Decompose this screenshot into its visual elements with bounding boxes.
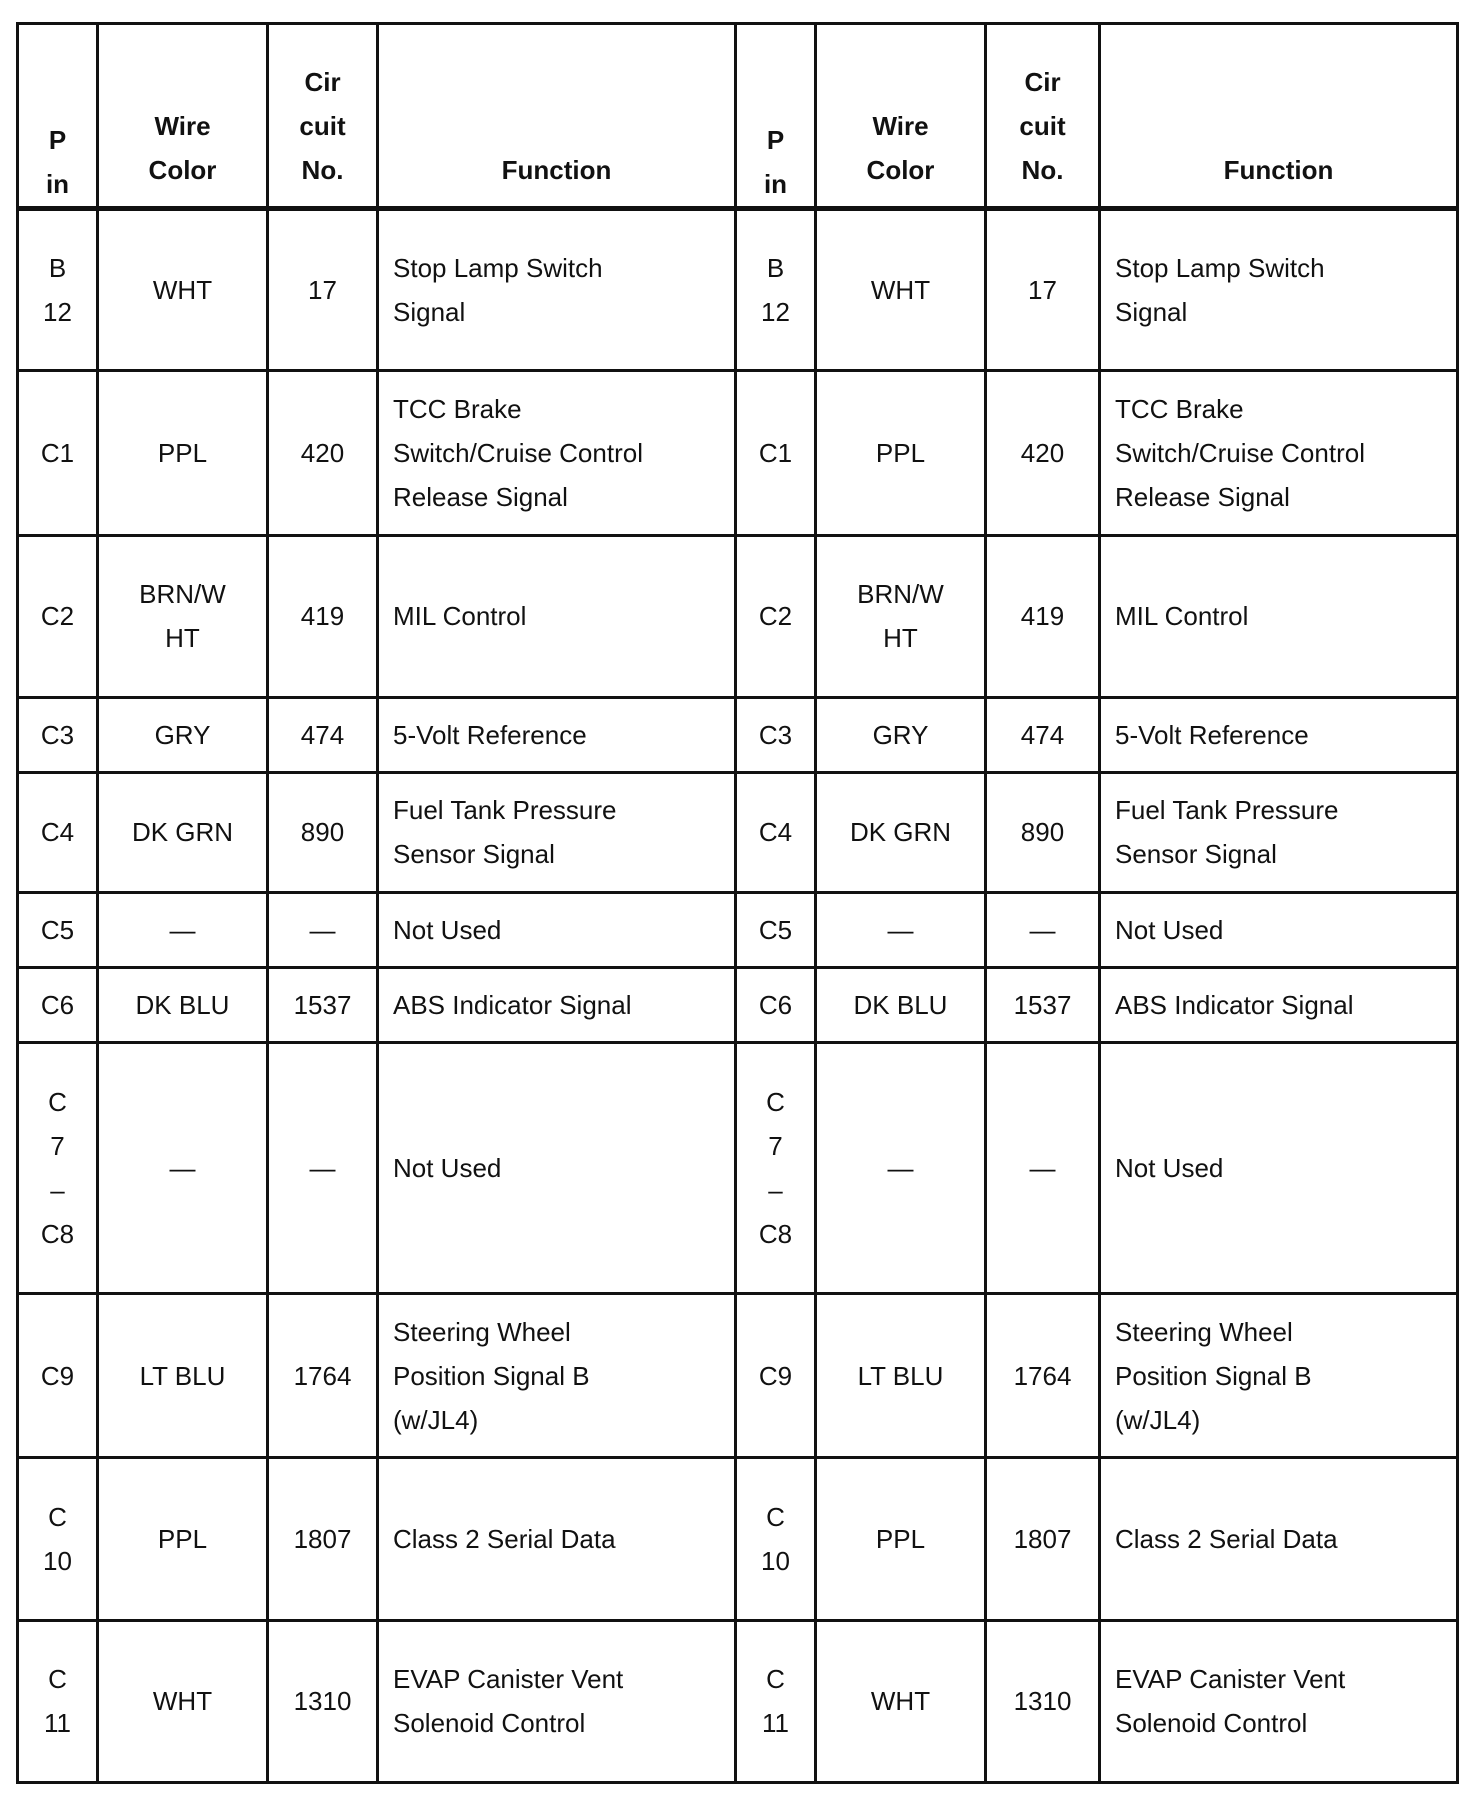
table-row xyxy=(18,1294,1458,1458)
cell-function-2 xyxy=(1100,1620,1458,1782)
cell-text: 1764 xyxy=(1013,1360,1072,1391)
table-row xyxy=(18,1458,1458,1620)
cell-function-2 xyxy=(1100,772,1458,892)
cell-text: C2 xyxy=(758,601,793,632)
cell-wire-color xyxy=(98,1620,268,1782)
cell-function xyxy=(378,1458,736,1620)
cell-wire-color-2 xyxy=(816,371,986,535)
cell-function-2 xyxy=(1100,535,1458,697)
cell-text: C9 xyxy=(758,1360,793,1391)
cell-pin xyxy=(18,371,98,535)
cell-circuit-no-2 xyxy=(986,1294,1100,1458)
cell-pin-2 xyxy=(736,1458,816,1620)
cell-text: — xyxy=(887,914,914,945)
cell-function xyxy=(378,371,736,535)
cell-text: 1310 xyxy=(1013,1686,1072,1717)
cell-text: MIL Control xyxy=(1115,601,1249,632)
table-row xyxy=(18,967,1458,1042)
header-wire-color: Wire Color xyxy=(98,24,268,209)
cell-circuit-no xyxy=(268,535,378,697)
cell-circuit-no-2 xyxy=(986,209,1100,371)
cell-circuit-no xyxy=(268,371,378,535)
cell-text: WHT xyxy=(870,1686,931,1717)
cell-function xyxy=(378,535,736,697)
cell-text: C1 xyxy=(758,437,793,468)
cell-text: PPL xyxy=(157,1524,208,1555)
cell-text: 890 xyxy=(300,817,345,848)
cell-circuit-no-2 xyxy=(986,1042,1100,1294)
cell-function xyxy=(378,1620,736,1782)
cell-text: 419 xyxy=(1020,601,1065,632)
cell-wire-color xyxy=(98,967,268,1042)
cell-text: MIL Control xyxy=(393,601,527,632)
table-row xyxy=(18,209,1458,371)
cell-wire-color-2 xyxy=(816,697,986,772)
cell-circuit-no-2 xyxy=(986,772,1100,892)
cell-pin-2 xyxy=(736,892,816,967)
cell-circuit-no xyxy=(268,892,378,967)
cell-text: TCC Brake Switch/Cruise Control Release Signal xyxy=(1115,393,1365,512)
table-row xyxy=(18,1042,1458,1294)
cell-circuit-no xyxy=(268,1458,378,1620)
cell-text: EVAP Canister Vent Solenoid Control xyxy=(393,1664,624,1739)
table-row xyxy=(18,1620,1458,1782)
table-row xyxy=(18,892,1458,967)
cell-pin-2 xyxy=(736,772,816,892)
cell-text: 17 xyxy=(1028,275,1057,306)
cell-wire-color-2 xyxy=(816,1458,986,1620)
cell-wire-color xyxy=(98,697,268,772)
cell-wire-color xyxy=(98,209,268,371)
cell-text: C2 xyxy=(40,601,75,632)
cell-circuit-no-2 xyxy=(986,371,1100,535)
cell-text: 420 xyxy=(1020,437,1065,468)
cell-text: 890 xyxy=(1020,817,1065,848)
cell-text: 1764 xyxy=(293,1360,352,1391)
cell-text: DK GRN xyxy=(131,817,234,848)
cell-text: C 11 xyxy=(44,1664,71,1739)
cell-wire-color-2 xyxy=(816,1294,986,1458)
cell-text: 5-Volt Reference xyxy=(1115,719,1309,750)
cell-circuit-no-2 xyxy=(986,697,1100,772)
cell-text: 5-Volt Reference xyxy=(393,719,587,750)
cell-pin xyxy=(18,1042,98,1294)
cell-wire-color-2 xyxy=(816,1042,986,1294)
cell-function-2 xyxy=(1100,371,1458,535)
cell-text: Steering Wheel Position Signal B (w/JL4) xyxy=(393,1316,590,1435)
cell-wire-color xyxy=(98,772,268,892)
header-function: Function xyxy=(378,24,736,209)
cell-text: Class 2 Serial Data xyxy=(393,1524,616,1555)
cell-circuit-no xyxy=(268,209,378,371)
cell-text: C5 xyxy=(758,914,793,945)
cell-circuit-no-2 xyxy=(986,892,1100,967)
cell-text: DK BLU xyxy=(135,989,230,1020)
cell-text: BRN/W HT xyxy=(857,579,944,654)
cell-text: C4 xyxy=(40,817,75,848)
cell-text: Fuel Tank Pressure Sensor Signal xyxy=(1115,795,1339,870)
cell-function-2 xyxy=(1100,967,1458,1042)
header-circuit-no: Cir cuit No. xyxy=(268,24,378,209)
cell-circuit-no-2 xyxy=(986,535,1100,697)
cell-wire-color xyxy=(98,371,268,535)
cell-text: — xyxy=(169,1152,196,1183)
cell-text: Fuel Tank Pressure Sensor Signal xyxy=(393,795,617,870)
cell-function xyxy=(378,892,736,967)
cell-function-2 xyxy=(1100,209,1458,371)
cell-text: 474 xyxy=(300,719,345,750)
table-row xyxy=(18,371,1458,535)
cell-pin xyxy=(18,1458,98,1620)
cell-text: C 10 xyxy=(761,1502,790,1577)
cell-pin xyxy=(18,209,98,371)
cell-pin xyxy=(18,892,98,967)
cell-function-2 xyxy=(1100,1042,1458,1294)
cell-text: Not Used xyxy=(393,1152,502,1183)
cell-pin-2 xyxy=(736,1042,816,1294)
cell-text: WHT xyxy=(870,275,931,306)
cell-text: C3 xyxy=(40,719,75,750)
cell-text: C6 xyxy=(40,989,75,1020)
cell-text: LT BLU xyxy=(139,1360,226,1391)
cell-text: Not Used xyxy=(1115,1152,1224,1183)
cell-text: B 12 xyxy=(43,253,72,328)
cell-function-2 xyxy=(1100,1458,1458,1620)
cell-text: Not Used xyxy=(393,914,502,945)
cell-circuit-no xyxy=(268,1620,378,1782)
cell-pin xyxy=(18,535,98,697)
cell-wire-color-2 xyxy=(816,209,986,371)
cell-pin-2 xyxy=(736,967,816,1042)
header-pin-2: P in xyxy=(736,24,816,209)
cell-text: — xyxy=(1029,1152,1056,1183)
cell-text: Stop Lamp Switch Signal xyxy=(1115,253,1325,328)
cell-pin-2 xyxy=(736,697,816,772)
table-body xyxy=(18,209,1458,1783)
cell-text: C3 xyxy=(758,719,793,750)
cell-text: C 11 xyxy=(762,1664,789,1739)
cell-text: EVAP Canister Vent Solenoid Control xyxy=(1115,1664,1346,1739)
cell-circuit-no xyxy=(268,697,378,772)
cell-text: TCC Brake Switch/Cruise Control Release Signal xyxy=(393,393,643,512)
cell-pin-2 xyxy=(736,1294,816,1458)
cell-text: ABS Indicator Signal xyxy=(1115,989,1354,1020)
cell-wire-color-2 xyxy=(816,967,986,1042)
cell-text: 1807 xyxy=(293,1524,352,1555)
cell-wire-color xyxy=(98,1042,268,1294)
cell-text: C 7 – C8 xyxy=(758,1086,793,1249)
cell-function-2 xyxy=(1100,697,1458,772)
cell-function xyxy=(378,772,736,892)
cell-text: BRN/W HT xyxy=(139,579,226,654)
cell-text: Steering Wheel Position Signal B (w/JL4) xyxy=(1115,1316,1312,1435)
cell-text: 1537 xyxy=(1013,989,1072,1020)
cell-pin xyxy=(18,1294,98,1458)
cell-text: DK BLU xyxy=(853,989,948,1020)
cell-wire-color xyxy=(98,892,268,967)
cell-function xyxy=(378,1294,736,1458)
cell-text: — xyxy=(1029,914,1056,945)
cell-pin xyxy=(18,967,98,1042)
cell-circuit-no xyxy=(268,1042,378,1294)
cell-function-2 xyxy=(1100,892,1458,967)
cell-text: 1310 xyxy=(293,1686,352,1717)
cell-text: C 7 – C8 xyxy=(40,1086,75,1249)
cell-pin xyxy=(18,697,98,772)
cell-text: Class 2 Serial Data xyxy=(1115,1524,1338,1555)
cell-text: C1 xyxy=(40,437,75,468)
cell-circuit-no xyxy=(268,967,378,1042)
header-pin: P in xyxy=(18,24,98,209)
cell-pin xyxy=(18,1620,98,1782)
cell-circuit-no xyxy=(268,772,378,892)
cell-text: C 10 xyxy=(43,1502,72,1577)
cell-text: GRY xyxy=(872,719,929,750)
cell-text: GRY xyxy=(154,719,211,750)
cell-text: — xyxy=(169,914,196,945)
cell-text: WHT xyxy=(152,1686,213,1717)
cell-text: C5 xyxy=(40,914,75,945)
header-wire-color-2: Wire Color xyxy=(816,24,986,209)
cell-wire-color-2 xyxy=(816,772,986,892)
cell-circuit-no-2 xyxy=(986,967,1100,1042)
cell-text: WHT xyxy=(152,275,213,306)
header-row xyxy=(18,24,1458,209)
cell-wire-color xyxy=(98,535,268,697)
cell-text: 419 xyxy=(300,601,345,632)
header-function-2: Function xyxy=(1100,24,1458,209)
cell-text: C4 xyxy=(758,817,793,848)
cell-text: C6 xyxy=(758,989,793,1020)
cell-wire-color-2 xyxy=(816,892,986,967)
cell-circuit-no xyxy=(268,1294,378,1458)
cell-text: 474 xyxy=(1020,719,1065,750)
cell-text: — xyxy=(309,1152,336,1183)
cell-text: DK GRN xyxy=(849,817,952,848)
cell-text: Not Used xyxy=(1115,914,1224,945)
cell-circuit-no-2 xyxy=(986,1458,1100,1620)
cell-wire-color xyxy=(98,1294,268,1458)
cell-pin xyxy=(18,772,98,892)
cell-text: 17 xyxy=(308,275,337,306)
cell-pin-2 xyxy=(736,371,816,535)
cell-function xyxy=(378,209,736,371)
cell-text: — xyxy=(309,914,336,945)
cell-pin-2 xyxy=(736,209,816,371)
cell-text: 420 xyxy=(300,437,345,468)
cell-text: PPL xyxy=(157,437,208,468)
header-circuit-no-2: Cir cuit No. xyxy=(986,24,1100,209)
cell-wire-color xyxy=(98,1458,268,1620)
pin-table xyxy=(16,22,1459,1784)
cell-text: PPL xyxy=(875,437,926,468)
cell-pin-2 xyxy=(736,535,816,697)
cell-text: C9 xyxy=(40,1360,75,1391)
table-row xyxy=(18,535,1458,697)
cell-text: 1537 xyxy=(293,989,352,1020)
cell-pin-2 xyxy=(736,1620,816,1782)
cell-text: ABS Indicator Signal xyxy=(393,989,632,1020)
cell-text: PPL xyxy=(875,1524,926,1555)
cell-text: Stop Lamp Switch Signal xyxy=(393,253,603,328)
cell-text: B 12 xyxy=(761,253,790,328)
cell-wire-color-2 xyxy=(816,1620,986,1782)
cell-text: LT BLU xyxy=(857,1360,944,1391)
cell-wire-color-2 xyxy=(816,535,986,697)
cell-function-2 xyxy=(1100,1294,1458,1458)
cell-circuit-no-2 xyxy=(986,1620,1100,1782)
cell-text: — xyxy=(887,1152,914,1183)
cell-function xyxy=(378,697,736,772)
cell-function xyxy=(378,1042,736,1294)
table-row xyxy=(18,772,1458,892)
table-row xyxy=(18,697,1458,772)
cell-function xyxy=(378,967,736,1042)
cell-text: 1807 xyxy=(1013,1524,1072,1555)
